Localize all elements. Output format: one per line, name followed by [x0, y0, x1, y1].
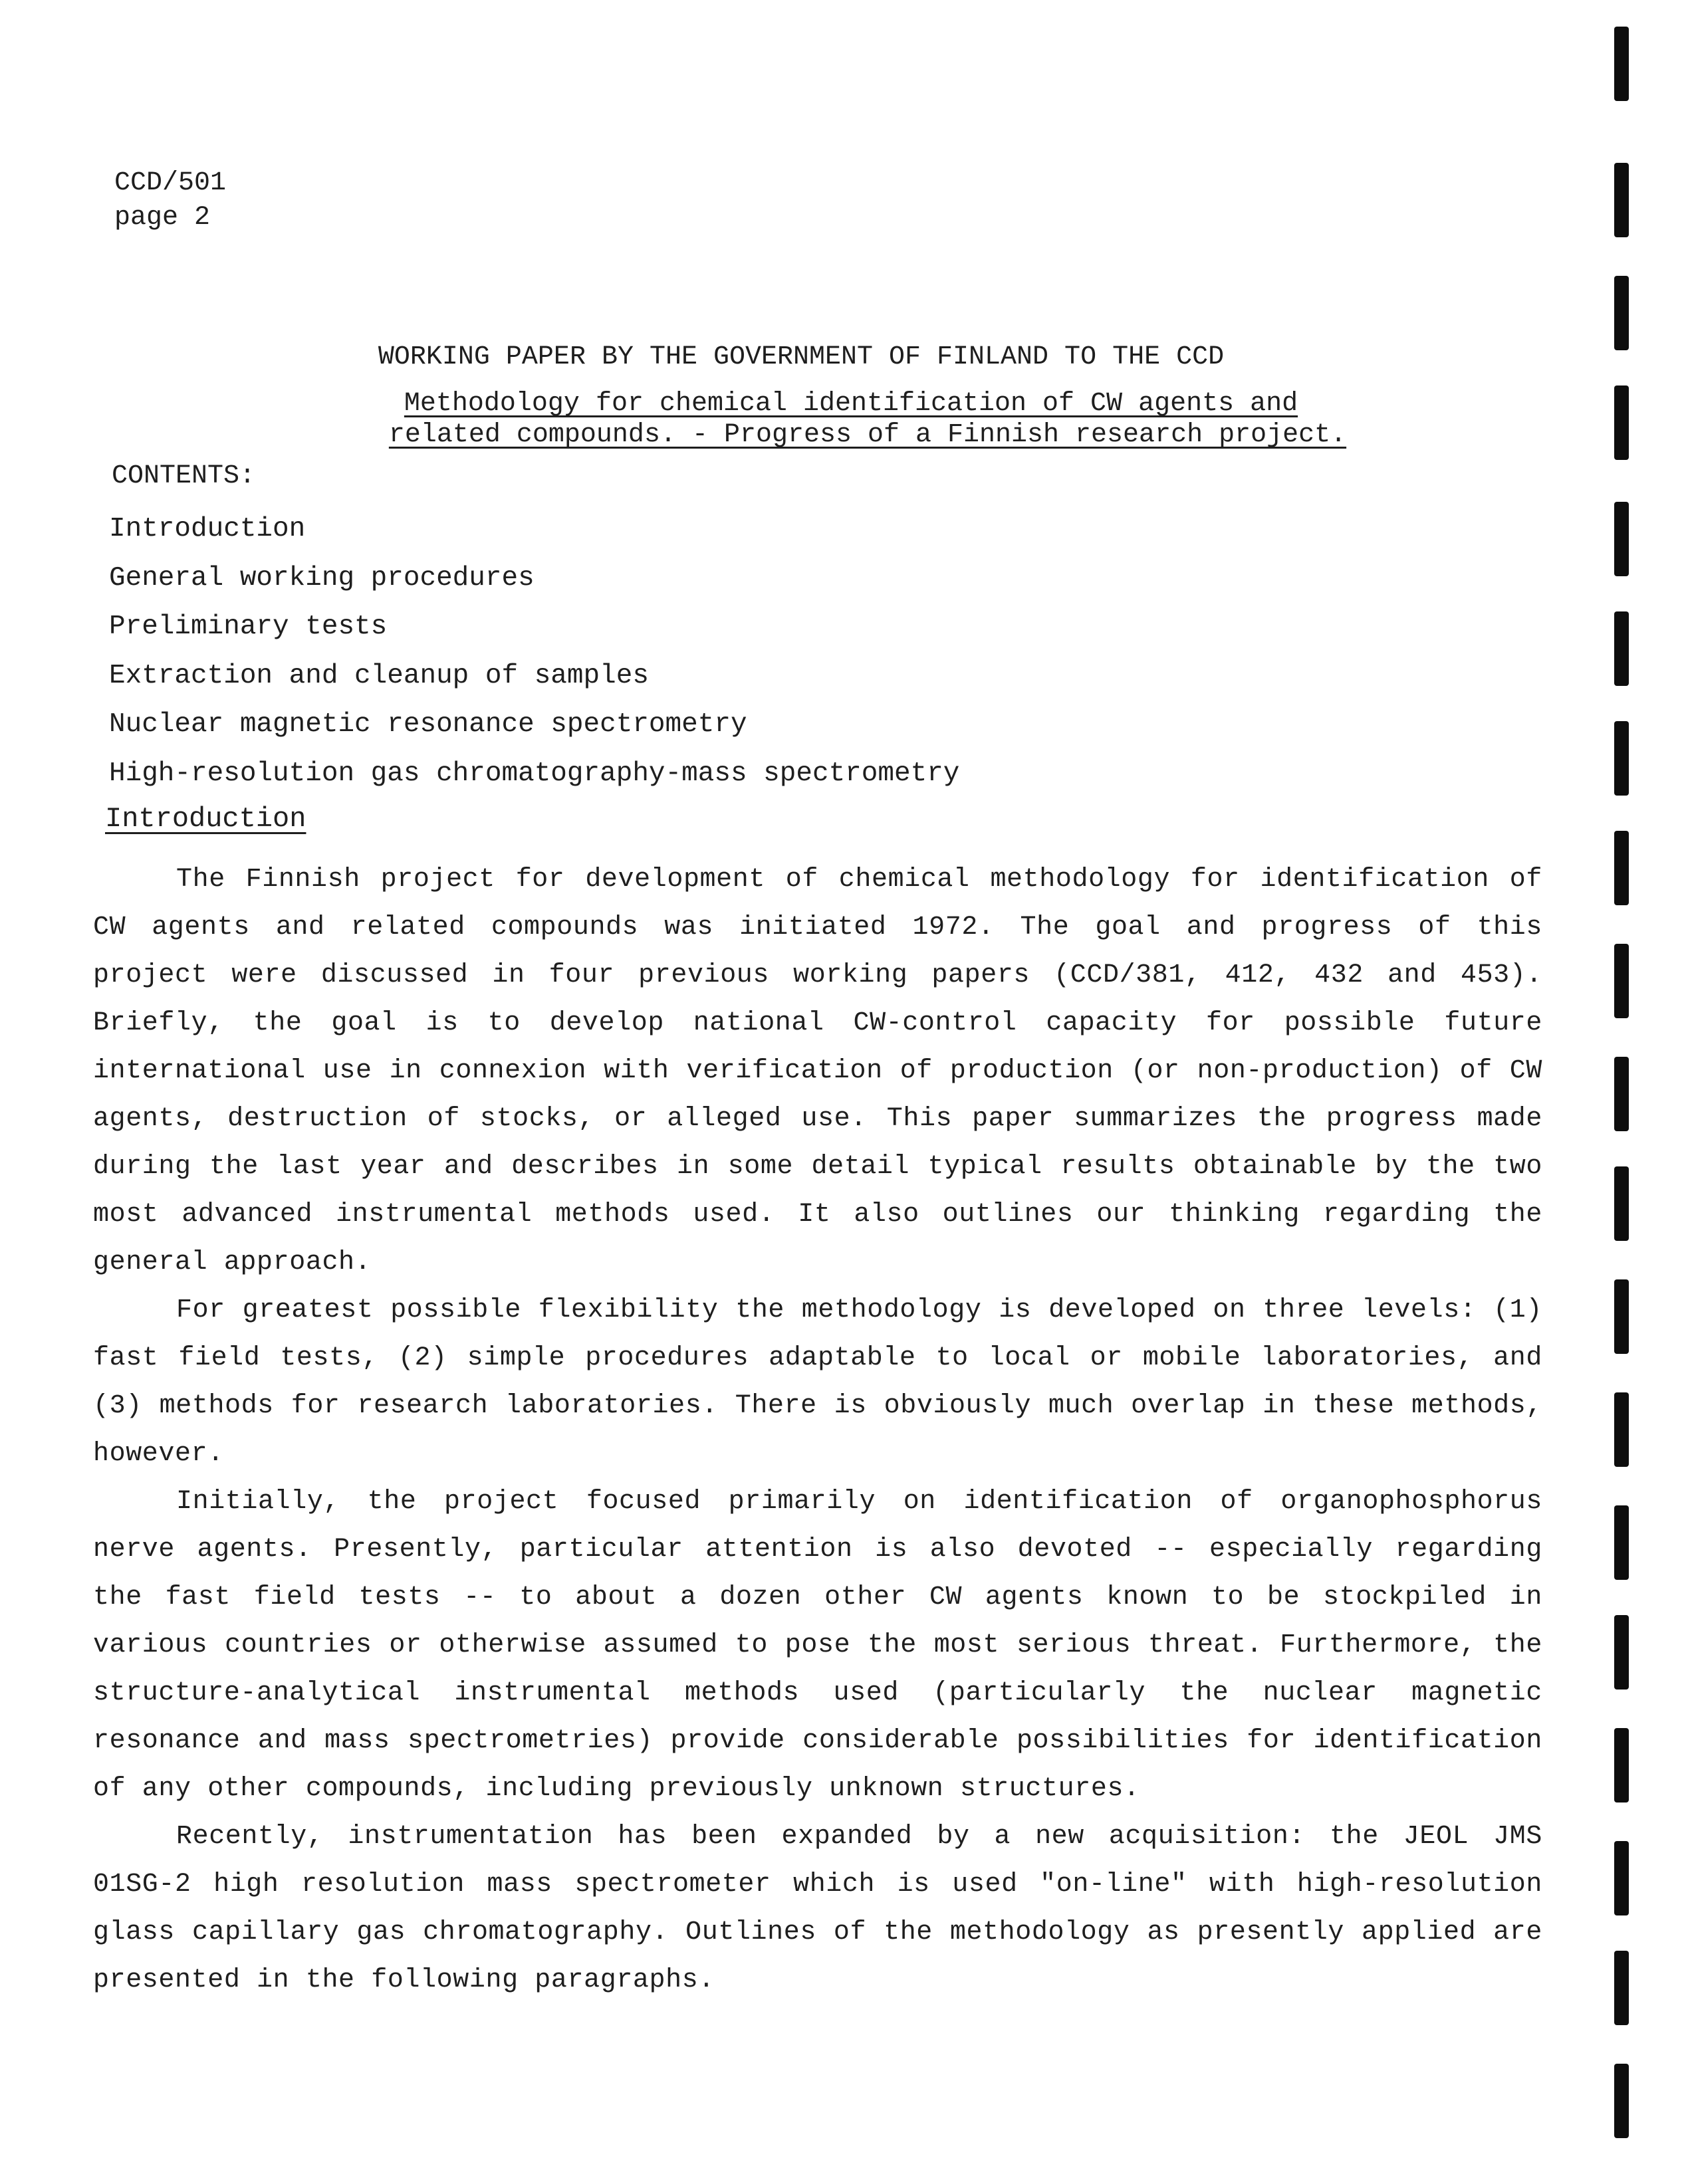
subtitle-line-2-text: related compounds. - Progress of a Finnish research project. — [388, 420, 1347, 450]
punch-mark — [1614, 1728, 1629, 1802]
punch-mark — [1614, 276, 1629, 350]
punch-mark — [1614, 502, 1629, 576]
punch-mark — [1614, 1392, 1629, 1467]
introduction-heading: Introduction — [105, 803, 306, 835]
document-subtitle-line-2 — [83, 420, 1652, 450]
introduction-body — [93, 856, 1542, 2005]
subtitle-line-1-text: Methodology for chemical identification of CW agents and — [404, 389, 1298, 419]
document-subtitle-line-1 — [66, 389, 1635, 419]
document-title: WORKING PAPER BY THE GOVERNMENT OF FINLAND TO THE CCD — [378, 342, 1225, 372]
punch-mark — [1614, 1841, 1629, 1915]
body-paragraph: Recently, instrumentation has been expanded by a new acquisition: the JEOL JMS 01SG-2 high resolution mass spectrometer which is used "on-line" with high-resolution glass capillary gas chromatography. Outlines of the methodology as presently applied are presented in the following paragraphs. — [93, 1822, 1542, 1995]
punch-mark — [1614, 1166, 1629, 1241]
punch-mark — [1614, 2064, 1629, 2138]
document-reference — [114, 166, 226, 235]
contents-item: Introduction — [109, 514, 306, 544]
contents-item: General working procedures — [109, 562, 535, 594]
doc-symbol: CCD/501 — [114, 168, 227, 198]
punch-mark — [1614, 163, 1629, 237]
punch-mark — [1614, 1279, 1629, 1354]
punch-mark — [1614, 611, 1629, 686]
page-number: page 2 — [114, 203, 211, 233]
punch-mark — [1614, 1615, 1629, 1690]
punch-mark — [1614, 27, 1629, 101]
body-paragraph: The Finnish project for development of chemical methodology for identification of CW agents and related compounds was initiated 1972. The goal and progress of this project were discussed in four previous working papers (CCD/381, 412, 432 and 453). Briefly, the goal is to develop national CW-control capacity for possible future international use in connexion with verification of production (or non-production) of CW agents, destruction of stocks, or alleged use. This paper summarizes the progress made during the last year and describes in some detail typical results obtainable by the two most advanced instrumental methods used. It also outlines our thinking regarding the general approach. — [93, 865, 1542, 1277]
contents-item: Nuclear magnetic resonance spectrometry — [109, 709, 747, 740]
contents-item: Preliminary tests — [109, 611, 388, 642]
body-paragraph: For greatest possible flexibility the methodology is developed on three levels: (1) fast field tests, (2) simple procedures adaptable to local or mobile laboratories, and (3) methods for research laboratories. There is obviously much overlap in these methods, however. — [93, 1295, 1542, 1469]
punch-mark — [1614, 1505, 1629, 1580]
contents-list — [109, 505, 959, 798]
punch-mark — [1614, 1057, 1629, 1131]
punch-mark — [1614, 721, 1629, 796]
body-paragraph: Initially, the project focused primarily on identification of organophosphorus nerve agents. Presently, particular attention is also devoted -- especially regarding the fast field tests -- to about a dozen other CW agents known to be stockpiled in various countries or otherwise assumed to pose the most serious threat. Furthermore, the structure-analytical instrumental methods used (particularly the nuclear magnetic resonance and mass spectrometries) provide considerable possibilities for identification of any other compounds, including previously unknown structures. — [93, 1487, 1542, 1804]
scan-punch-marks — [1614, 0, 1631, 2184]
contents-item: High-resolution gas chromatography-mass spectrometry — [109, 758, 960, 789]
punch-mark — [1614, 831, 1629, 905]
punch-mark — [1614, 1951, 1629, 2025]
punch-mark — [1614, 944, 1629, 1018]
punch-mark — [1614, 385, 1629, 460]
contents-item: Extraction and cleanup of samples — [109, 660, 649, 691]
contents-heading: CONTENTS: — [112, 461, 256, 491]
